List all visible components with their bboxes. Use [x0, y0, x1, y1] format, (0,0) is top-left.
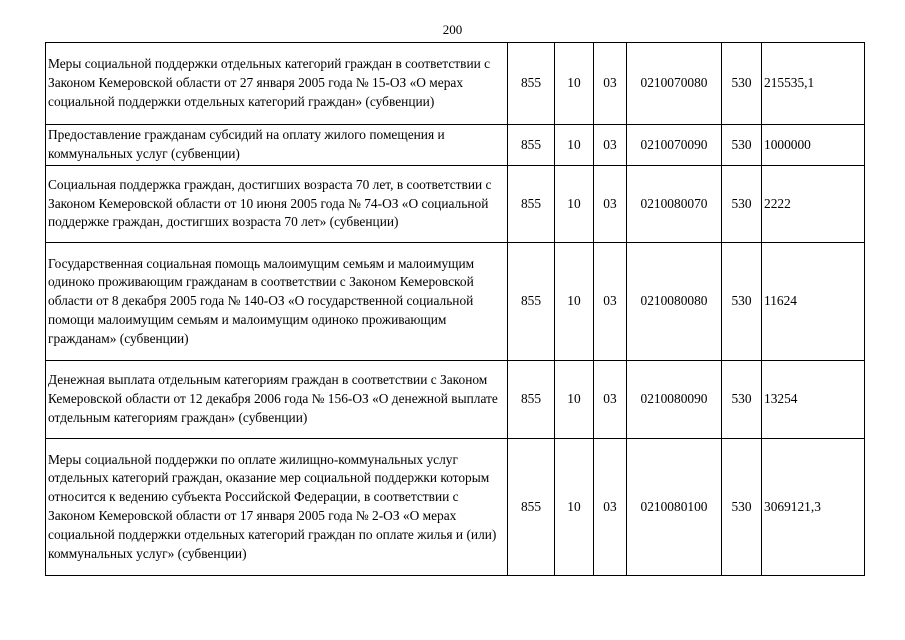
grbs-cell: 855 — [508, 243, 555, 361]
table-row — [46, 125, 865, 166]
podrazdel-cell: 03 — [594, 125, 627, 166]
table-row — [46, 439, 865, 576]
row-name-cell: Меры социальной поддержки по оплате жилищно-коммунальных услуг отдельных категорий граждан, оказание мер социальной поддержки которым относится к ведению субъекта Российской Федерации, в соответствии с Законом Кемеровской области от 17 января 2005 года № 2-ОЗ «О мерах социальной поддержки отдельных категорий граждан по оплате жилья и (или) коммунальных услуг» (субвенции) — [46, 439, 508, 576]
vr-cell: 530 — [722, 361, 762, 439]
grbs-cell: 855 — [508, 125, 555, 166]
vr-cell: 530 — [722, 243, 762, 361]
table-row — [46, 243, 865, 361]
sum-cell: 2222 — [762, 166, 865, 243]
budget-table — [45, 42, 865, 576]
csr-cell: 0210080090 — [627, 361, 722, 439]
row-name-cell: Денежная выплата отдельным категориям граждан в соответствии с Законом Кемеровской области от 12 декабря 2006 года № 156-ОЗ «О денежной выплате отдельным категориям граждан» (субвенции) — [46, 361, 508, 439]
row-name-cell: Предоставление гражданам субсидий на оплату жилого помещения и коммунальных услуг (субвенции) — [46, 125, 508, 166]
razdel-cell: 10 — [555, 439, 594, 576]
csr-cell: 0210080080 — [627, 243, 722, 361]
podrazdel-cell: 03 — [594, 243, 627, 361]
csr-cell: 0210070080 — [627, 43, 722, 125]
razdel-cell: 10 — [555, 166, 594, 243]
podrazdel-cell: 03 — [594, 43, 627, 125]
sum-cell: 3069121,3 — [762, 439, 865, 576]
grbs-cell: 855 — [508, 166, 555, 243]
csr-cell: 0210070090 — [627, 125, 722, 166]
row-name-cell: Меры социальной поддержки отдельных категорий граждан в соответствии с Законом Кемеровской области от 27 января 2005 года № 15-ОЗ «О мерах социальной поддержки отдельных категорий граждан» (субвенции) — [46, 43, 508, 125]
vr-cell: 530 — [722, 125, 762, 166]
grbs-cell: 855 — [508, 361, 555, 439]
grbs-cell: 855 — [508, 43, 555, 125]
vr-cell: 530 — [722, 166, 762, 243]
sum-cell: 1000000 — [762, 125, 865, 166]
csr-cell: 0210080100 — [627, 439, 722, 576]
vr-cell: 530 — [722, 439, 762, 576]
sum-cell: 11624 — [762, 243, 865, 361]
page-number: 200 — [442, 22, 463, 37]
table-row — [46, 43, 865, 125]
razdel-cell: 10 — [555, 361, 594, 439]
grbs-cell: 855 — [508, 439, 555, 576]
sum-cell: 13254 — [762, 361, 865, 439]
table-row — [46, 166, 865, 243]
razdel-cell: 10 — [555, 243, 594, 361]
sum-cell: 215535,1 — [762, 43, 865, 125]
podrazdel-cell: 03 — [594, 166, 627, 243]
podrazdel-cell: 03 — [594, 439, 627, 576]
table-row — [46, 361, 865, 439]
row-name-cell: Государственная социальная помощь малоимущим семьям и малоимущим одиноко проживающим гражданам в соответствии с Законом Кемеровской области от 8 декабря 2005 года № 140-ОЗ «О государственной социальной помощи малоимущим семьям и малоимущим одиноко проживающим гражданам» (субвенции) — [46, 243, 508, 361]
podrazdel-cell: 03 — [594, 361, 627, 439]
csr-cell: 0210080070 — [627, 166, 722, 243]
razdel-cell: 10 — [555, 43, 594, 125]
razdel-cell: 10 — [555, 125, 594, 166]
row-name-cell: Социальная поддержка граждан, достигших возраста 70 лет, в соответствии с Законом Кемеровской области от 10 июня 2005 года № 74-ОЗ «О социальной поддержке граждан, достигших возраста 70 лет» (субвенции) — [46, 166, 508, 243]
vr-cell: 530 — [722, 43, 762, 125]
